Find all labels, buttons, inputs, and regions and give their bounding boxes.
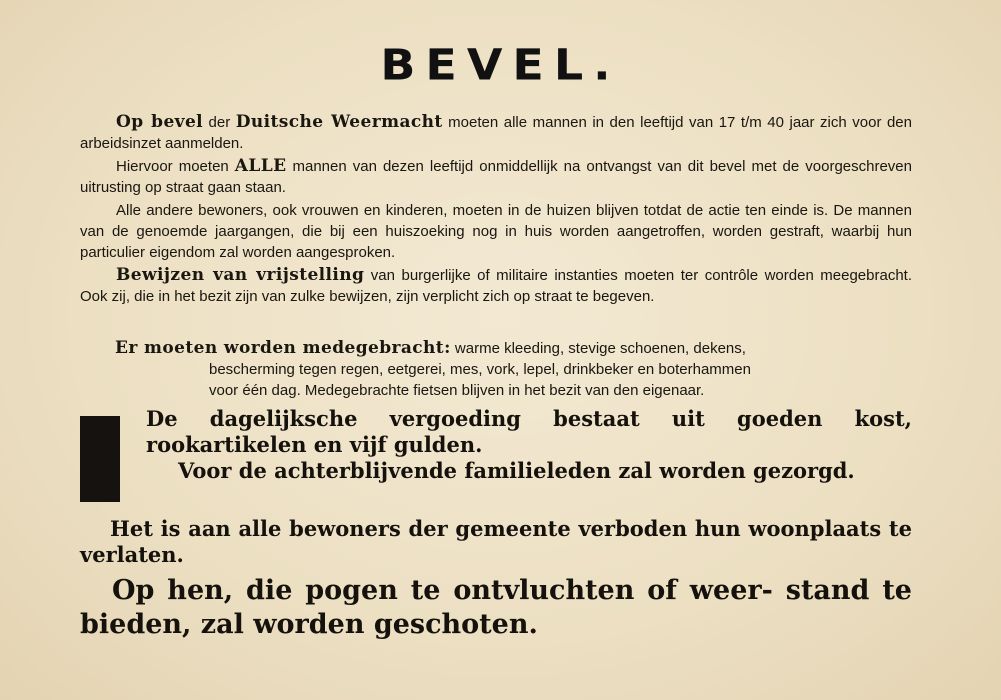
text-bring-line3: voor één dag. Medegebrachte fietsen blijven in het bezit van den eigenaar. [209, 382, 705, 399]
bold-bring-along: Er moeten worden medegebracht: [115, 338, 451, 358]
paragraph-compensation: De dagelijksche vergoeding bestaat uit goeden kost, rookartikelen en vijf gulden. [146, 406, 912, 457]
paragraph-warning [80, 574, 912, 642]
text-bring-line2: bescherming tegen regen, eetgerei, mes, vork, lepel, drinkbeker en boterhammen [209, 361, 751, 378]
bold-weermacht: Duitsche Weermacht [235, 112, 443, 132]
text-bring-line1: warme kleeding, stevige schoenen, dekens, [450, 340, 746, 357]
bold-alle: ALLE [234, 156, 287, 176]
black-bar-mark [80, 416, 120, 502]
bold-exemption: Bewijzen van vrijstelling [116, 265, 365, 285]
paragraph-family [146, 458, 912, 484]
text-family: Voor de achterblijvende familieleden zal worden gezorgd. [178, 458, 855, 483]
text-exemption: van burgerlijke of militaire instanties moeten ter contrôle worden meegebracht. Ook zij, die in het bezit zijn van zulke bewijzen, zijn verplicht zich op straat te begeven. [80, 267, 912, 305]
text-prohibition: Het is aan alle bewoners der gemeente verboden hun woonplaats te verlaten. [80, 516, 912, 567]
bold-op-bevel: Op bevel [116, 112, 204, 132]
text-warning: Op hen, die pogen te ontvluchten of weer- stand te bieden, zal worden geschoten. [80, 575, 912, 640]
paragraph-bring-along [115, 338, 912, 401]
text-order-rest: moeten alle mannen in den leeftijd van 17 t/m 40 jaar zich voor den arbeidsinzet aanmelden. [80, 114, 912, 152]
paragraph-exemption [80, 265, 912, 307]
text-der: der [203, 114, 236, 131]
poster-title: BEVEL. [380, 40, 621, 90]
paragraph-all-men [80, 156, 912, 198]
text-other-residents: Alle andere bewoners, ook vrouwen en kinderen, moeten in de huizen blijven totdat de actie ten einde is. De mannen van de genoemde jaargangen, die bij een huiszoeking nog in huis worden aangetroffen, worden gestraft, waarbij hun particulier eigendom zal worden aangesproken. [80, 202, 912, 261]
text-all-men-rest: mannen van dezen leeftijd onmiddellijk na ontvangst van dit bevel met de voorgeschreven uitrusting op straat gaan staan. [80, 158, 912, 196]
paragraph-prohibition [80, 516, 912, 568]
text-hiervoor: Hiervoor moeten [116, 158, 235, 175]
paragraph-other-residents [80, 200, 912, 263]
paragraph-order [80, 112, 912, 154]
